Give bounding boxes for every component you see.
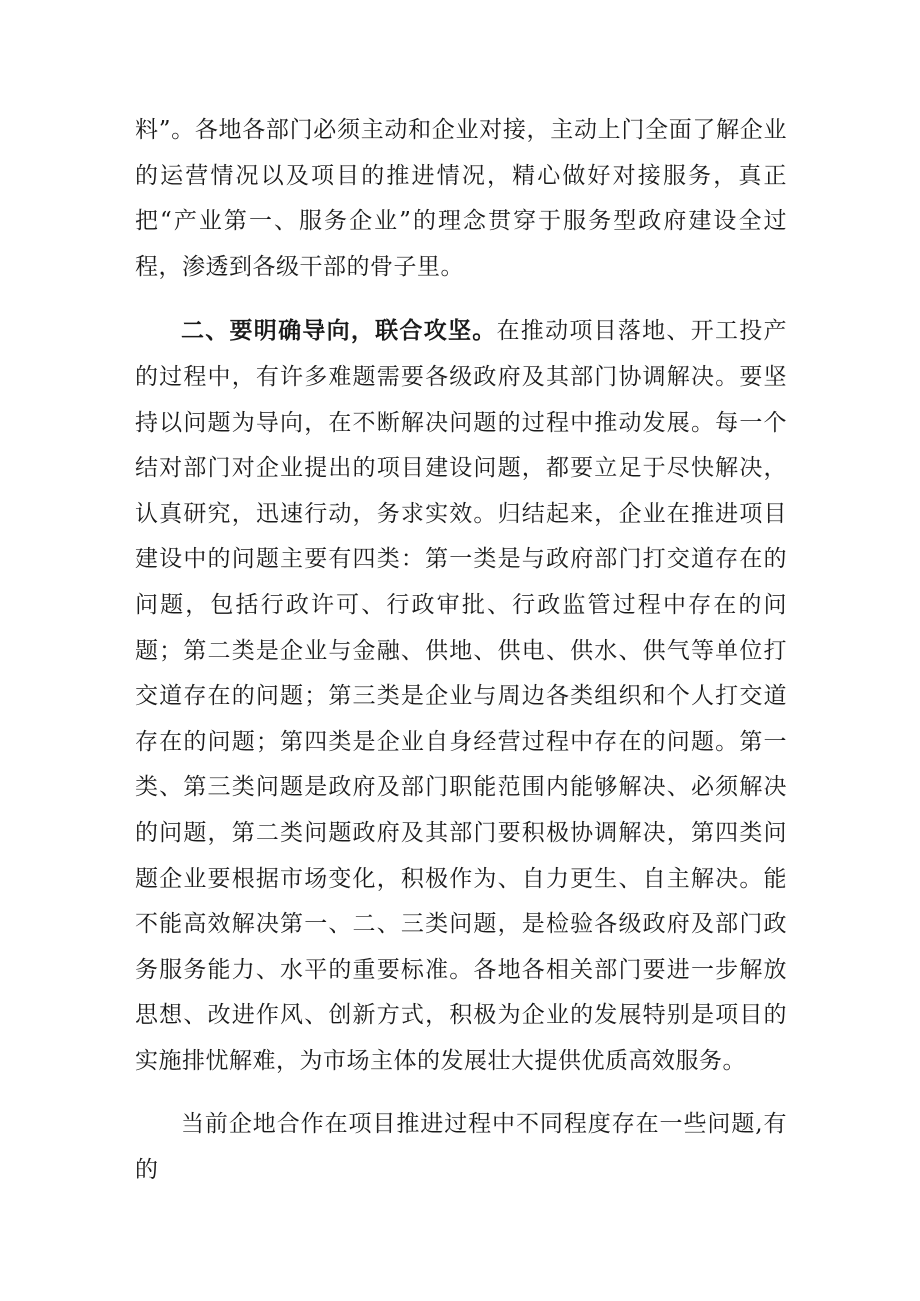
paragraph-text: 当前企地合作在项目推进过程中不同程度存在一些问题,有的 bbox=[135, 1111, 787, 1184]
paragraph-text: 在推动项目落地、开工投产的过程中，有许多难题需要各级政府及其部门协调解决。要坚持以问题为导向，在不断解决问题的过程中推动发展。每一个结对部门对企业提出的项目建设问题，都要立足于尽快解决，认真研究，迅速行动，务求实效。归结起来，企业在推进项目建设中的问题主要有四类：第一类是与政府部门打交道存在的问题，包括行政许可、行政审批、行政监管过程中存在的问题；第二类是企业与金融、供地、供电、供水、供气等单位打交道存在的问题；第三类是企业与周边各类组织和个人打交道存在的问题；第四类是企业自身经营过程中存在的问题。第一类、第三类问题是政府及部门职能范围内能够解决、必须解决的问题，第二类问题政府及其部门要积极协调解决，第四类问题企业要根据市场变化，积极作为、自力更生、自主解决。能不能高效解决第一、二、三类问题，是检验各级政府及部门政务服务能力、水平的重要标准。各地各相关部门要进一步解放思想、改进作风、创新方式，积极为企业的发展特别是项目的实施排忧解难，为市场主体的发展壮大提供优质高效服务。 bbox=[135, 318, 788, 1074]
paragraph-section-two bbox=[135, 308, 787, 1084]
document-body bbox=[135, 108, 787, 1194]
paragraph-text: 料”。各地各部门必须主动和企业对接，主动上门全面了解企业的运营情况以及项目的推进情况，精心做好对接服务，真正把“产业第一、服务企业”的理念贯穿于服务型政府建设全过程，渗透到各级干部的骨子里。 bbox=[135, 117, 787, 280]
section-heading: 二、要明确导向，联合攻坚。 bbox=[181, 317, 497, 345]
paragraph-continuation bbox=[135, 108, 787, 290]
paragraph-current-issues bbox=[135, 1102, 787, 1193]
